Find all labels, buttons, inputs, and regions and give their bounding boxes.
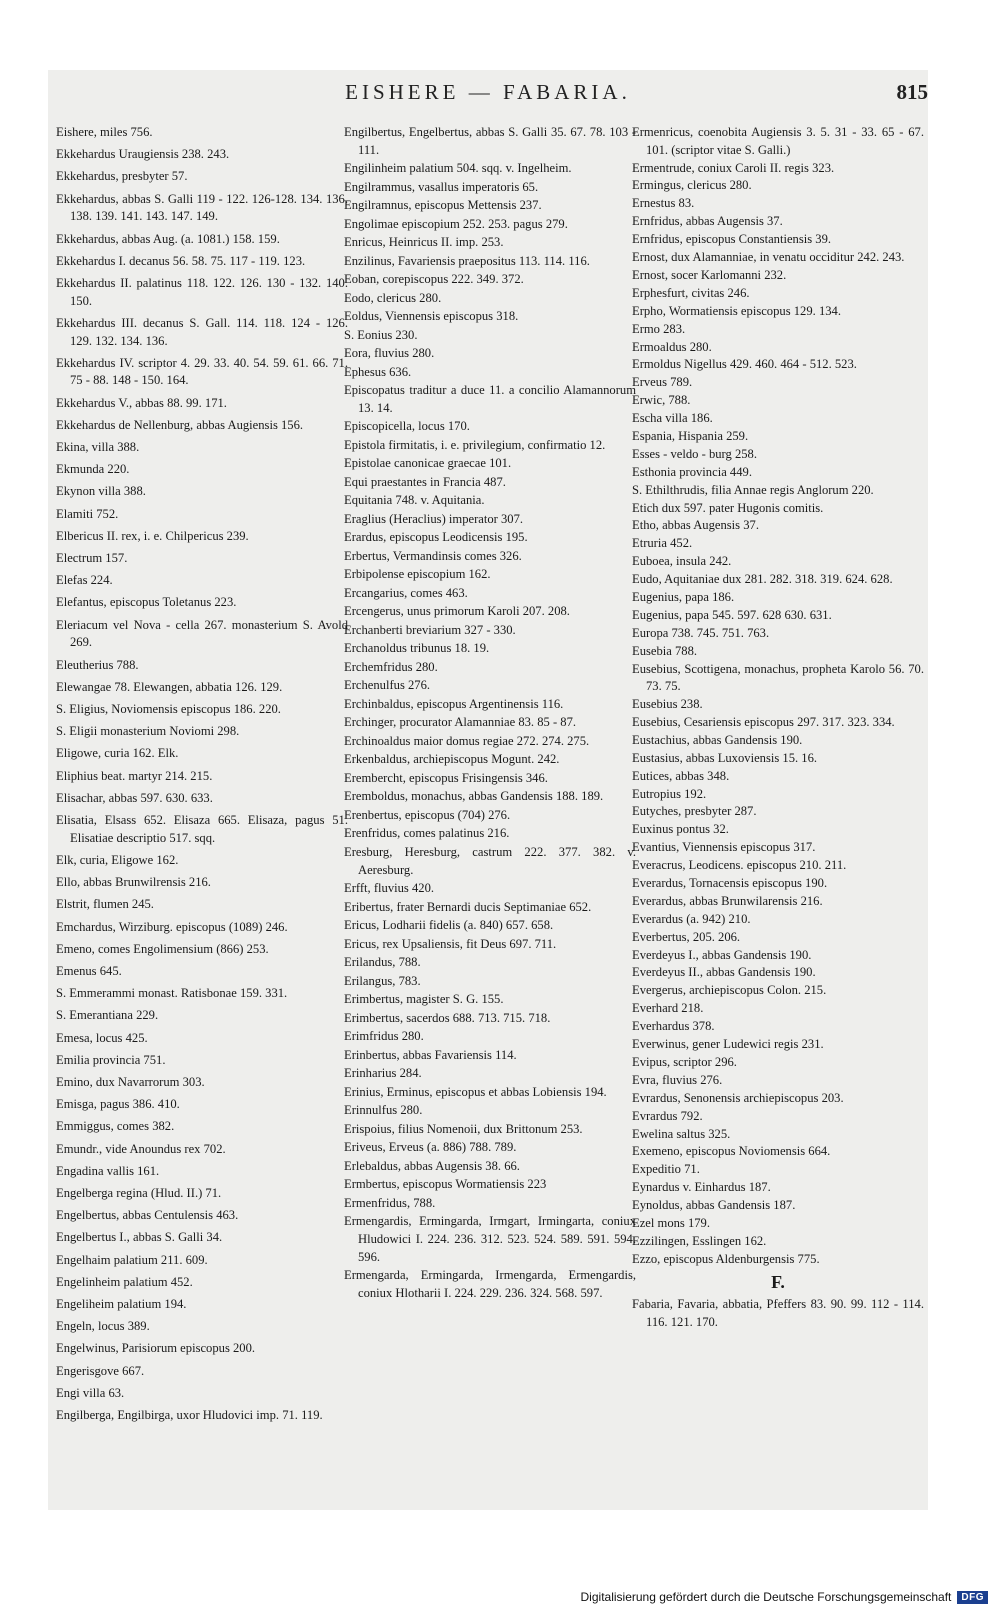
index-entry: Episcopicella, locus 170. <box>344 419 470 434</box>
index-entry: Epistolae canonicae graecae 101. <box>344 456 512 471</box>
index-entry: Erimbertus, magister S. G. 155. <box>344 992 504 1007</box>
index-entry: Ewelina saltus 325. <box>632 1126 731 1141</box>
index-entry: Epistola firmitatis, i. e. privilegium, confirmatio 12. <box>344 437 606 452</box>
index-entry: Everardus, Tornacensis episcopus 190. <box>632 876 828 891</box>
index-entry: Eligowe, curia 162. Elk. <box>56 746 179 761</box>
index-entry: Engilberga, Engilbirga, uxor Hludovici imp. 71. 119. <box>56 1407 323 1422</box>
index-entry: Ernestus 83. <box>632 196 695 211</box>
index-entry: Eustachius, abbas Gandensis 190. <box>632 732 803 747</box>
index-entry: Eodo, clericus 280. <box>344 290 442 305</box>
index-entry: Ezel mons 179. <box>632 1215 710 1230</box>
index-entry: Etruria 452. <box>632 536 693 551</box>
index-entry: Ercengerus, unus primorum Karoli 207. 208. <box>344 604 570 619</box>
page-number: 815 <box>896 80 928 104</box>
index-entry: Elk, curia, Eligowe 162. <box>56 852 179 867</box>
index-entry: Ercangarius, comes 463. <box>344 585 468 600</box>
index-entry: Fabaria, Favaria, abbatia, Pfeffers 83. 90. 99. 112 - 114. 116. 121. 170. <box>632 1297 924 1329</box>
index-entry: Eugenius, papa 545. 597. 628 630. 631. <box>632 607 832 622</box>
index-entry: Etich dux 597. pater Hugonis comitis. <box>632 500 824 515</box>
index-entry: Eynardus v. Einhardus 187. <box>632 1180 771 1195</box>
index-entry: Erispoius, filius Nomenoii, dux Brittonum 253. <box>344 1121 583 1136</box>
index-entry: Ericus, Lodharii fidelis (a. 840) 657. 658. <box>344 918 554 933</box>
index-entry: Eoban, corepiscopus 222. 349. 372. <box>344 272 524 287</box>
index-entry: Ericus, rex Upsaliensis, fit Deus 697. 711. <box>344 936 557 951</box>
index-entry: Ermengardis, Ermingarda, Irmgart, Irmingarta, coniux Hludowici I. 224. 236. 312. 523. 524. 589. 591. 594. 596. <box>344 1214 636 1264</box>
index-entry: Engi villa 63. <box>56 1385 125 1400</box>
index-entry: S. Eligius, Noviomensis episcopus 186. 220. <box>56 701 281 716</box>
index-entry: Eliphius beat. martyr 214. 215. <box>56 768 213 783</box>
index-entry: Erpho, Wormatiensis episcopus 129. 134. <box>632 303 841 318</box>
index-entry: Ernost, dux Alamanniae, in venatu occiditur 242. 243. <box>632 250 905 265</box>
index-entry: Ekkehardus II. palatinus 118. 122. 126. 130 - 132. 140. 150. <box>56 275 348 308</box>
index-entry: Erveus 789. <box>632 375 693 390</box>
index-entry: Episcopatus traditur a duce 11. a concilio Alamannorum 13. 14. <box>344 383 636 415</box>
index-entry: Eleriacum vel Nova - cella 267. monasterium S. Avold 269. <box>56 617 348 650</box>
index-column-3 <box>632 124 924 1332</box>
index-entry: Erchinoaldus maior domus regiae 272. 274. 275. <box>344 733 590 748</box>
index-entry: Ephesus 636. <box>344 364 412 379</box>
index-column-2 <box>344 124 636 1303</box>
index-entry: S. Eonius 230. <box>344 327 418 342</box>
index-entry: Ekkehardus IV. scriptor 4. 29. 33. 40. 54. 59. 61. 66. 71. 75 - 88. 148 - 150. 164. <box>56 355 348 388</box>
index-entry: Erchinger, procurator Alamanniae 83. 85 - 87. <box>344 715 577 730</box>
index-entry: Elewangae 78. Elewangen, abbatia 126. 129. <box>56 679 283 694</box>
index-entry: Eresburg, Heresburg, castrum 222. 377. 382. v. Aeresburg. <box>344 844 636 877</box>
index-entry: Emino, dux Navarrorum 303. <box>56 1074 205 1089</box>
index-entry: Ekkehardus III. decanus S. Gall. 114. 118. 124 - 126. 129. 132. 134. 136. <box>56 315 348 348</box>
index-entry: Euxinus pontus 32. <box>632 822 729 837</box>
footer-text: Digitalisierung gefördert durch die Deutsche Forschungsgemeinschaft <box>580 1590 952 1604</box>
index-entry: Erinnulfus 280. <box>344 1103 423 1118</box>
index-entry: S. Emmerammi monast. Ratisbonae 159. 331. <box>56 986 288 1001</box>
index-entry: Eugenius, papa 186. <box>632 589 735 604</box>
index-entry: Elisatia, Elsass 652. Elisaza 665. Elisaza, pagus 51. Elisatiae descriptio 517. sqq. <box>56 813 348 845</box>
index-entry: Ekina, villa 388. <box>56 440 140 455</box>
index-entry: S. Eligii monasterium Noviomi 298. <box>56 724 240 739</box>
index-entry: Everdeyus II., abbas Gandensis 190. <box>632 965 816 980</box>
index-entry: Espania, Hispania 259. <box>632 428 749 443</box>
index-entry: Erilandus, 788. <box>344 955 421 970</box>
section-letter: F. <box>771 1272 785 1293</box>
index-entry: Erphesfurt, civitas 246. <box>632 285 750 300</box>
index-entry: Engelhaim palatium 211. 609. <box>56 1252 208 1267</box>
index-entry: Elefantus, episcopus Toletanus 223. <box>56 595 237 610</box>
index-entry: Ezzo, episcopus Aldenburgensis 775. <box>632 1251 820 1266</box>
index-entry: Euboea, insula 242. <box>632 554 732 569</box>
index-entry: Evantius, Viennensis episcopus 317. <box>632 840 816 855</box>
index-entry: Engelwinus, Parisiorum episcopus 200. <box>56 1341 256 1356</box>
index-entry: Evrardus, Senonensis archiepiscopus 203. <box>632 1090 844 1105</box>
index-entry: Erinbertus, abbas Favariensis 114. <box>344 1047 517 1062</box>
index-entry: Erchanoldus tribunus 18. 19. <box>344 641 490 656</box>
index-entry: Ernfridus, abbas Augensis 37. <box>632 214 783 229</box>
index-entry: S. Ethilthrudis, filia Annae regis Anglorum 220. <box>632 482 874 497</box>
index-entry: Everardus, abbas Brunwilarensis 216. <box>632 893 823 908</box>
index-entry: Ekkehardus, presbyter 57. <box>56 169 188 184</box>
index-entry: Erimbertus, sacerdos 688. 713. 715. 718. <box>344 1010 551 1025</box>
index-entry: Emeno, comes Engolimensium (866) 253. <box>56 941 269 956</box>
index-entry: Eudo, Aquitaniae dux 281. 282. 318. 319. 624. 628. <box>632 572 893 587</box>
index-entry: Ermenricus, coenobita Augiensis 3. 5. 31 - 33. 65 - 67. 101. (scriptor vitae S. Galli.) <box>632 125 924 157</box>
index-entry: Elstrit, flumen 245. <box>56 897 154 912</box>
index-entry: Erchanberti breviarium 327 - 330. <box>344 622 516 637</box>
index-entry: Ermenfridus, 788. <box>344 1195 436 1210</box>
index-entry: Erenbertus, episcopus (704) 276. <box>344 807 511 822</box>
index-entry: Emilia provincia 751. <box>56 1052 166 1067</box>
index-entry: Ekkehardus I. decanus 56. 58. 75. 117 - 119. 123. <box>56 253 306 268</box>
index-entry: Engelinheim palatium 452. <box>56 1274 193 1289</box>
index-entry: Elbericus II. rex, i. e. Chilpericus 239. <box>56 528 249 543</box>
index-entry: Ekmunda 220. <box>56 462 130 477</box>
index-entry: Eriveus, Erveus (a. 886) 788. 789. <box>344 1140 517 1155</box>
index-entry: Enzilinus, Favariensis praepositus 113. 114. 116. <box>344 253 590 268</box>
index-entry: Ekkehardus, abbas S. Galli 119 - 122. 126-128. 134. 136. 138. 139. 141. 143. 147. 149. <box>56 191 348 224</box>
index-entry: Everbertus, 205. 206. <box>632 929 741 944</box>
index-entry: Eribertus, frater Bernardi ducis Septimaniae 652. <box>344 899 592 914</box>
index-entry: Ekkehardus, abbas Aug. (a. 1081.) 158. 159. <box>56 231 280 246</box>
index-entry: Ermoldus Nigellus 429. 460. 464 - 512. 523. <box>632 357 857 372</box>
index-entry: Erardus, episcopus Leodicensis 195. <box>344 530 528 545</box>
index-entry: Eora, fluvius 280. <box>344 346 435 361</box>
index-entry: Engilbertus, Engelbertus, abbas S. Galli 35. 67. 78. 103 - 111. <box>344 125 636 157</box>
index-entry: Engerisgove 667. <box>56 1363 145 1378</box>
index-entry: Eleutherius 788. <box>56 657 139 672</box>
index-entry: Ernfridus, episcopus Constantiensis 39. <box>632 232 832 247</box>
index-entry: Ermo 283. <box>632 321 686 336</box>
index-entry: Erembercht, episcopus Frisingensis 346. <box>344 770 548 785</box>
digitization-footer <box>581 1590 988 1604</box>
index-entry: Emenus 645. <box>56 963 122 978</box>
index-entry: Evrardus 792. <box>632 1108 703 1123</box>
index-entry: Evergerus, archiepiscopus Colon. 215. <box>632 983 827 998</box>
index-entry: Erkenbaldus, archiepiscopus Mogunt. 242. <box>344 752 560 767</box>
index-entry: Eustasius, abbas Luxoviensis 15. 16. <box>632 750 818 765</box>
index-entry: Engolimae episcopium 252. 253. pagus 279. <box>344 216 568 231</box>
index-entry: Ermoaldus 280. <box>632 339 712 354</box>
index-entry: Ekkehardus V., abbas 88. 99. 171. <box>56 395 227 410</box>
page-header <box>48 80 928 114</box>
index-entry: Ello, abbas Brunwilrensis 216. <box>56 875 211 890</box>
index-entry: Escha villa 186. <box>632 411 713 426</box>
index-entry: Everhard 218. <box>632 1001 704 1016</box>
index-entry: Erinharius 284. <box>344 1066 422 1081</box>
index-entry: Ekkehardus Uraugiensis 238. 243. <box>56 147 230 162</box>
index-entry: Ernost, socer Karlomanni 232. <box>632 267 787 282</box>
dfg-logo: DFG <box>957 1591 988 1604</box>
index-entry: Erenfridus, comes palatinus 216. <box>344 826 510 841</box>
index-entry: Eusebius, Cesariensis episcopus 297. 317. 323. 334. <box>632 715 895 730</box>
index-entry: Ermbertus, episcopus Wormatiensis 223 <box>344 1177 547 1192</box>
index-entry: Engilramnus, episcopus Mettensis 237. <box>344 198 542 213</box>
index-entry: Elisachar, abbas 597. 630. 633. <box>56 790 213 805</box>
index-entry: Engilinheim palatium 504. sqq. v. Ingelheim. <box>344 161 572 176</box>
index-entry: Eoldus, Viennensis episcopus 318. <box>344 309 519 324</box>
index-entry: Eishere, miles 756. <box>56 125 153 139</box>
index-entry: Equitania 748. v. Aquitania. <box>344 493 485 508</box>
index-entry: Ermingus, clericus 280. <box>632 178 752 193</box>
index-entry: Erwic, 788. <box>632 393 691 408</box>
index-entry: Engadina vallis 161. <box>56 1163 160 1178</box>
index-entry: Elamiti 752. <box>56 506 119 521</box>
index-entry: Erchinbaldus, episcopus Argentinensis 116. <box>344 696 564 711</box>
index-entry: Eremboldus, monachus, abbas Gandensis 188. 189. <box>344 789 604 804</box>
index-entry: Eynoldus, abbas Gandensis 187. <box>632 1198 796 1213</box>
index-entry: Erimfridus 280. <box>344 1029 424 1044</box>
index-entry: Erchemfridus 280. <box>344 659 438 674</box>
index-entry: Ekkehardus de Nellenburg, abbas Augiensis 156. <box>56 417 304 432</box>
index-entry: Erilangus, 783. <box>344 973 421 988</box>
index-entry: Emmiggus, comes 382. <box>56 1119 175 1134</box>
index-entry: Eusebius, Scottigena, monachus, propheta Karolo 56. 70. 73. 75. <box>632 661 924 694</box>
scanned-page <box>48 70 928 1510</box>
index-entry: Electrum 157. <box>56 551 128 566</box>
index-entry: Esthonia provincia 449. <box>632 464 752 479</box>
index-entry: S. Emerantiana 229. <box>56 1008 159 1023</box>
index-entry: Erfft, fluvius 420. <box>344 881 435 896</box>
index-entry: Eusebia 788. <box>632 643 698 658</box>
index-entry: Ermentrude, coniux Caroli II. regis 323. <box>632 160 835 175</box>
index-entry: Emisga, pagus 386. 410. <box>56 1097 180 1112</box>
index-entry: Ezzilingen, Esslingen 162. <box>632 1233 767 1248</box>
index-column-1 <box>56 124 348 1429</box>
index-entry: Engelbertus, abbas Centulensis 463. <box>56 1208 239 1223</box>
index-entry: Engilrammus, vasallus imperatoris 65. <box>344 179 539 194</box>
index-entry: Expeditio 71. <box>632 1162 700 1177</box>
index-entry: Erbipolense episcopium 162. <box>344 567 491 582</box>
index-entry: Everardus (a. 942) 210. <box>632 911 751 926</box>
index-entry: Engeln, locus 389. <box>56 1319 150 1334</box>
index-entry: Eusebius 238. <box>632 697 703 712</box>
index-entry: Engeliheim palatium 194. <box>56 1296 187 1311</box>
index-entry: Erchenulfus 276. <box>344 678 431 693</box>
index-entry: Elefas 224. <box>56 573 113 588</box>
page-title: EISHERE — FABARIA. <box>345 80 631 104</box>
index-entry: Engelberga regina (Hlud. II.) 71. <box>56 1185 222 1200</box>
index-entry: Esses - veldo - burg 258. <box>632 446 757 461</box>
index-entry: Ekynon villa 388. <box>56 484 146 499</box>
index-entry: Emchardus, Wirziburg. episcopus (1089) 246. <box>56 919 288 934</box>
index-entry: Erbertus, Vermandinsis comes 326. <box>344 548 522 563</box>
index-entry: Ermengarda, Ermingarda, Irmengarda, Ermengardis, coniux Hlotharii I. 224. 229. 236. 324. 568. 597. <box>344 1268 636 1300</box>
index-entry: Europa 738. 745. 751. 763. <box>632 625 770 640</box>
index-entry: Everacrus, Leodicens. episcopus 210. 211. <box>632 858 847 873</box>
index-entry: Eutyches, presbyter 287. <box>632 804 757 819</box>
index-entry: Eraglius (Heraclius) imperator 307. <box>344 511 524 526</box>
index-entry: Everwinus, gener Ludewici regis 231. <box>632 1037 824 1052</box>
index-entry: Evipus, scriptor 296. <box>632 1054 737 1069</box>
index-entry: Emundr., vide Anoundus rex 702. <box>56 1141 226 1156</box>
index-entry: Erinius, Erminus, episcopus et abbas Lobiensis 194. <box>344 1084 607 1099</box>
index-entry: Equi praestantes in Francia 487. <box>344 474 506 489</box>
index-entry: Eutropius 192. <box>632 786 707 801</box>
index-entry: Engelbertus I., abbas S. Galli 34. <box>56 1230 223 1245</box>
index-entry: Eutices, abbas 348. <box>632 768 730 783</box>
index-entry: Everhardus 378. <box>632 1019 715 1034</box>
index-entry: Erlebaldus, abbas Augensis 38. 66. <box>344 1158 520 1173</box>
index-entry: Enricus, Heinricus II. imp. 253. <box>344 235 504 250</box>
index-entry: Everdeyus I., abbas Gandensis 190. <box>632 947 812 962</box>
index-entry: Evra, fluvius 276. <box>632 1072 723 1087</box>
index-entry: Exemeno, episcopus Noviomensis 664. <box>632 1144 831 1159</box>
index-entry: Etho, abbas Augensis 37. <box>632 518 759 533</box>
index-entry: Emesa, locus 425. <box>56 1030 148 1045</box>
